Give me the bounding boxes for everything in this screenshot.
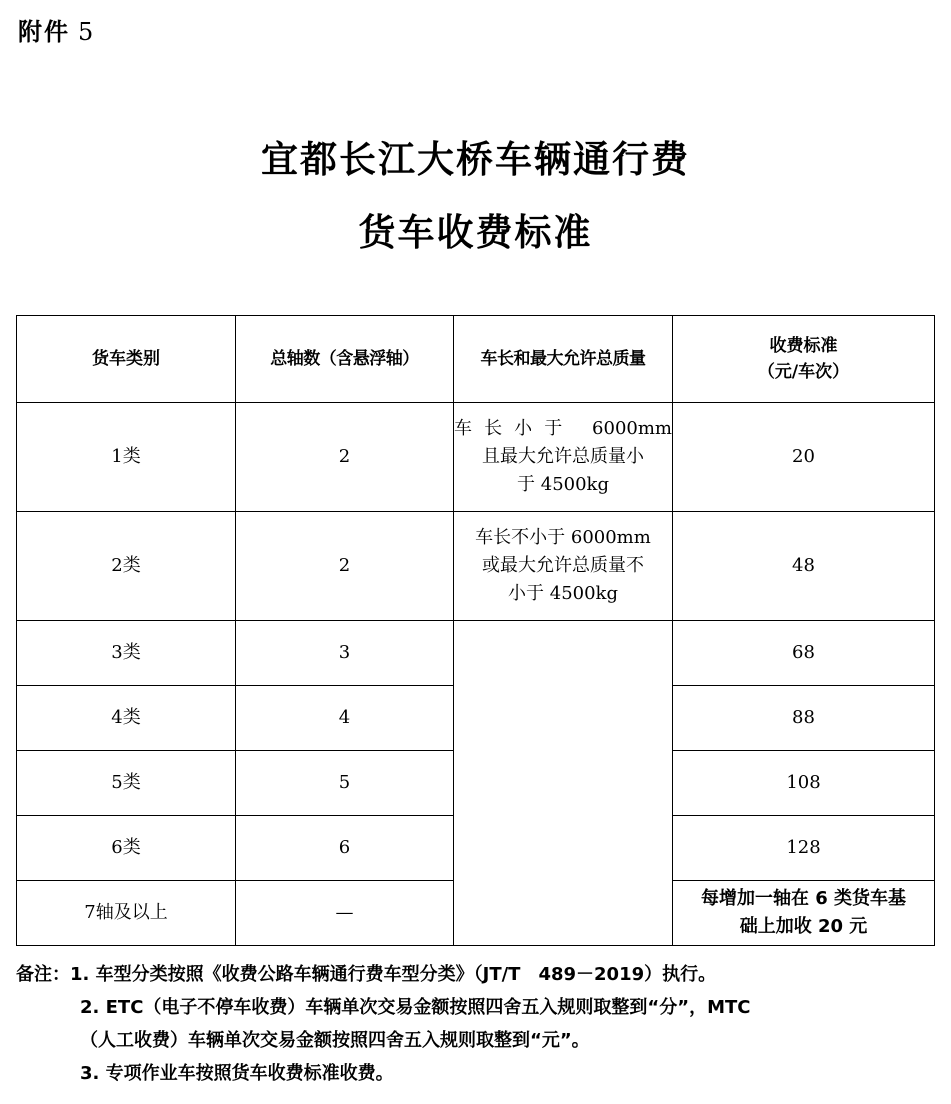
table-header-row	[17, 316, 935, 403]
cell-size-line2: 且最大允许总质量小	[482, 446, 644, 468]
cell-category: 5类	[17, 751, 236, 816]
cell-size	[454, 403, 673, 512]
cell-category: 6类	[17, 816, 236, 881]
cell-category: 1类	[17, 403, 236, 512]
cell-size-line3: 于 4500kg	[517, 473, 609, 495]
notes-label: 备注：	[16, 964, 70, 985]
attachment-number: 5	[78, 18, 96, 46]
cell-axles: 4	[236, 686, 454, 751]
notes	[16, 958, 936, 1090]
header-size: 车长和最大允许总质量	[454, 316, 673, 403]
cell-fee: 88	[673, 686, 935, 751]
cell-fee: 68	[673, 621, 935, 686]
cell-fee-line2: 础上加收 20 元	[739, 916, 868, 937]
header-category: 货车类别	[17, 316, 236, 403]
cell-axles: —	[236, 881, 454, 946]
note-1-text: 1. 车型分类按照《收费公路车辆通行费车型分类》（JT/T 489－2019）执行。	[70, 964, 717, 985]
cell-axles: 2	[236, 403, 454, 512]
header-fee-line1: 收费标准	[769, 335, 838, 356]
document-title-line2: 货车收费标准	[358, 211, 593, 254]
cell-axles: 2	[236, 512, 454, 621]
cell-axles: 3	[236, 621, 454, 686]
document-title-line1: 宜都长江大桥车辆通行费	[261, 138, 690, 181]
cell-fee: 108	[673, 751, 935, 816]
attachment-text: 附件	[18, 18, 70, 46]
cell-size-empty	[454, 621, 673, 946]
note-3: 3. 专项作业车按照货车收费标准收费。	[80, 1063, 394, 1084]
cell-category: 2类	[17, 512, 236, 621]
cell-fee	[673, 881, 935, 946]
fee-table	[16, 315, 935, 946]
cell-category: 4类	[17, 686, 236, 751]
cell-fee: 48	[673, 512, 935, 621]
cell-size	[454, 512, 673, 621]
cell-size-line3: 小于 4500kg	[508, 582, 618, 604]
cell-fee-line1: 每增加一轴在 6 类货车基	[700, 888, 907, 910]
header-fee	[673, 316, 935, 403]
cell-axles: 6	[236, 816, 454, 881]
cell-size-line1: 车长小于 6000mm	[454, 418, 672, 440]
table-row	[17, 403, 935, 512]
cell-fee: 128	[673, 816, 935, 881]
note-1	[16, 958, 936, 991]
table-row	[17, 512, 935, 621]
attachment-label	[18, 18, 95, 47]
header-fee-line2: （元/车次）	[757, 362, 850, 382]
table-row	[17, 621, 935, 686]
cell-axles: 5	[236, 751, 454, 816]
cell-fee: 20	[673, 403, 935, 512]
header-axles: 总轴数（含悬浮轴）	[236, 316, 454, 403]
note-2-line1: 2. ETC（电子不停车收费）车辆单次交易金额按照四舍五入规则取整到“分”，MTC	[80, 997, 751, 1018]
cell-category: 3类	[17, 621, 236, 686]
note-2-line2: （人工收费）车辆单次交易金额按照四舍五入规则取整到“元”。	[80, 1030, 590, 1051]
cell-size-line2: 或最大允许总质量不	[482, 555, 644, 577]
cell-size-line1: 车长不小于 6000mm	[475, 527, 651, 549]
cell-category: 7轴及以上	[17, 881, 236, 946]
